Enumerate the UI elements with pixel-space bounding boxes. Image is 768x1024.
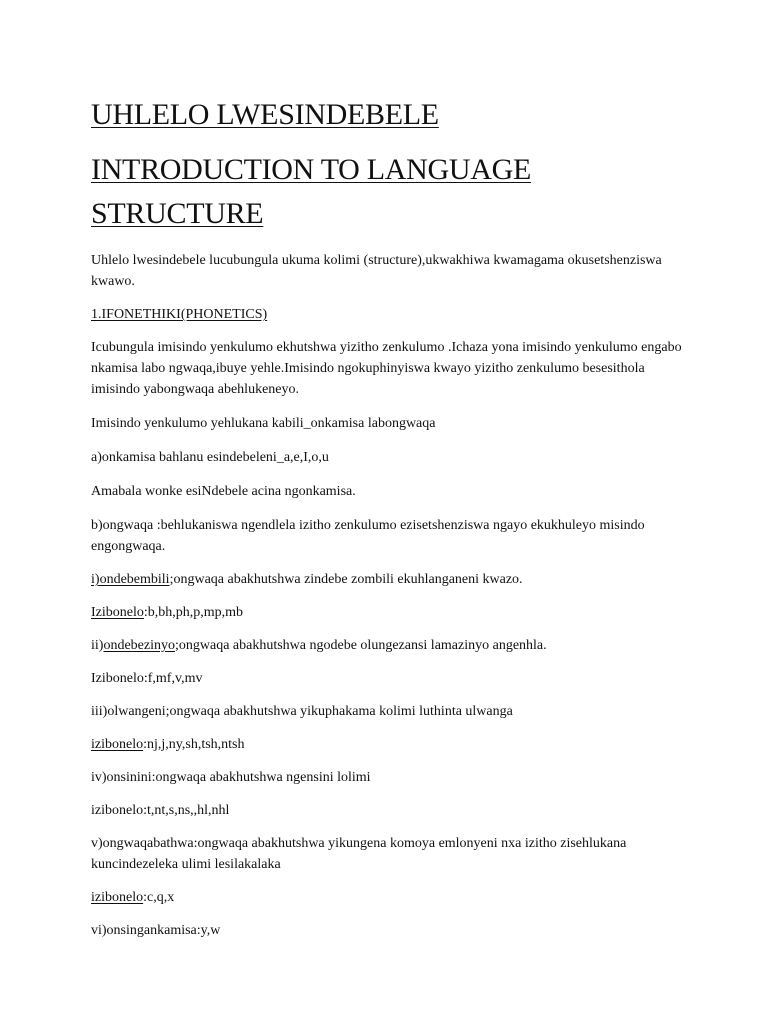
examples-values: :nj,j,ny,sh,tsh,ntsh (143, 737, 245, 752)
sound-types-paragraph: Imisindo yenkulumo yehlukana kabili_onkamisa labongwaqa (91, 416, 436, 431)
examples-values: :b,bh,ph,p,mp,mb (143, 605, 244, 620)
bilabial-term: ondebembili (99, 572, 170, 587)
examples-term: izibonelo (91, 737, 144, 752)
examples-term: Izibonelo (91, 605, 144, 620)
phonetics-description: Icubungula imisindo yenkulumo ekhutshwa yizitho zenkulumo .Ichaza yona imisindo yenkulumo engabo nkamisa labo ngwaqa,ibuye yehle.Imisindo ngokuphinyiswa kwayo yizitho zenkulumo besesithola imisindo yabongwaqa abehlukeneyo. (91, 340, 682, 397)
document-title: UHLELO LWESINDEBELE (91, 98, 439, 131)
vowels-paragraph: a)onkamisa bahlanu esindebeleni_a,e,I,o,u (91, 450, 329, 465)
examples-term: izibonelo (91, 890, 144, 905)
click-examples (91, 887, 691, 908)
bilabial-item (91, 569, 691, 590)
palatal-item: iii)olwangeni;ongwaqa abakhutshwa yikuphakama kolimi luthinta ulwanga (91, 704, 513, 719)
bilabial-desc: ;ongwaqa abakhutshwa zindebe zombili ekuhlanganeni kwazo. (169, 572, 523, 587)
palatal-examples (91, 734, 691, 755)
phonetics-heading: 1.IFONETHIKI(PHONETICS) (91, 307, 268, 322)
document-subtitle: INTRODUCTION TO LANGUAGE STRUCTURE (91, 153, 531, 230)
examples-values: :c,q,x (143, 890, 175, 905)
document-page (91, 94, 691, 941)
alveolar-item: iv)onsinini:ongwaqa abakhutshwa ngensini lolimi (91, 770, 371, 785)
semivowel-item: vi)onsingankamisa:y,w (91, 923, 221, 938)
labiodental-desc: ;ongwaqa abakhutshwa ngodebe olungezansi lamazinyo angenhla. (174, 638, 547, 653)
bilabial-prefix: i) (91, 572, 100, 587)
bilabial-examples (91, 602, 691, 623)
labiodental-item (91, 635, 691, 656)
intro-paragraph: Uhlelo lwesindebele lucubungula ukuma kolimi (structure),ukwakhiwa kwamagama okusetshenziswa kwawo. (91, 253, 662, 289)
alveolar-examples: izibonelo:t,nt,s,ns,,hl,nhl (91, 803, 230, 818)
labiodental-term: ondebezinyo (103, 638, 175, 653)
labiodental-prefix: ii) (91, 638, 104, 653)
labiodental-examples: Izibonelo:f,mf,v,mv (91, 671, 203, 686)
click-item: v)ongwaqabathwa:ongwaqa abakhutshwa yikungena komoya emlonyeni nxa izitho zisehlukana kuncindezeleka ulimi lesilakalaka (91, 836, 627, 872)
consonants-paragraph: b)ongwaqa :behlukaniswa ngendlela izitho zenkulumo ezisetshenziswa ngayo ekukhuleyo misindo engongwaqa. (91, 518, 645, 554)
words-end-paragraph: Amabala wonke esiNdebele acina ngonkamisa. (91, 484, 356, 499)
